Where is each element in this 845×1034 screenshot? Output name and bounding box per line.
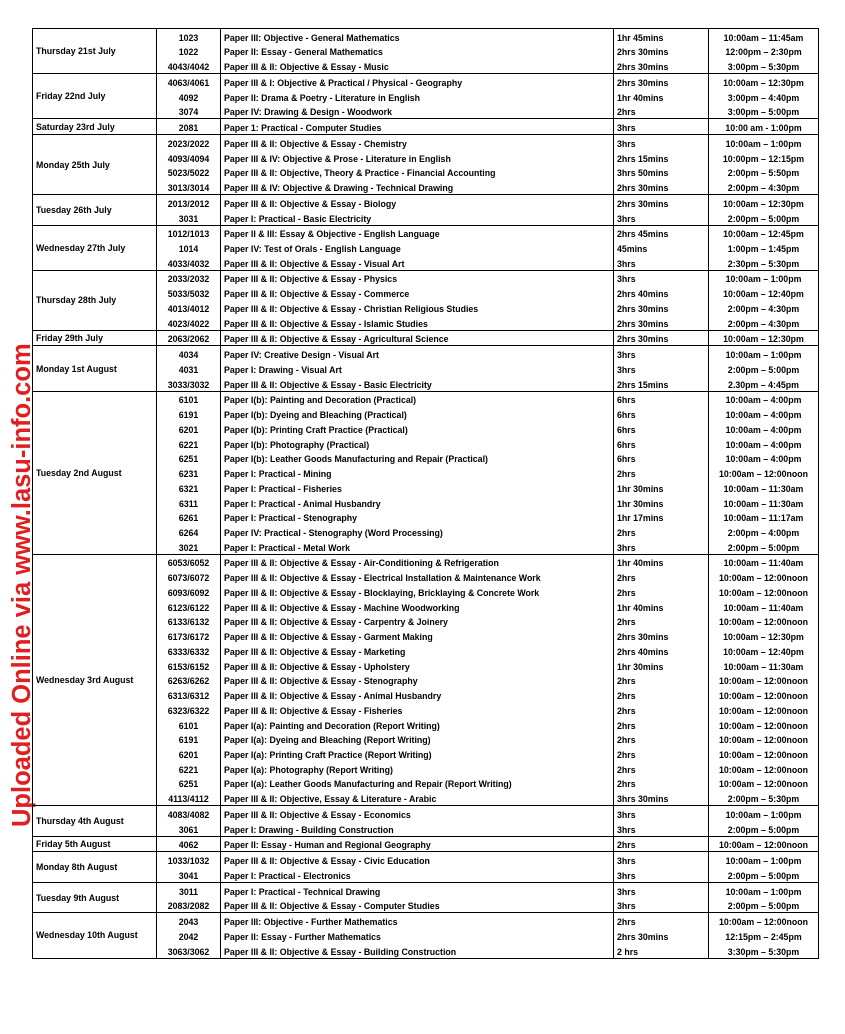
code-cell: 3033/3032 <box>157 376 221 391</box>
duration-cell: 2hrs <box>614 761 709 776</box>
paper-cell: Paper II & III: Essay & Objective - English Language <box>221 225 614 240</box>
paper-cell: Paper II: Essay - Further Mathematics <box>221 928 614 943</box>
paper-cell: Paper III & II: Objective & Essay - Stenography <box>221 673 614 688</box>
code-cell: 2081 <box>157 119 221 135</box>
code-cell: 4062 <box>157 836 221 852</box>
code-cell: 6261 <box>157 510 221 525</box>
time-cell: 10:00am – 12:30pm <box>709 330 819 346</box>
time-cell: 2:00pm – 5:00pm <box>709 898 819 913</box>
duration-cell: 3hrs <box>614 346 709 361</box>
paper-cell: Paper III & I: Objective & Practical / Physical - Geography <box>221 74 614 89</box>
duration-cell: 6hrs <box>614 421 709 436</box>
time-cell: 10:00am – 12:00noon <box>709 584 819 599</box>
day-cell: Saturday 23rd July <box>33 119 157 135</box>
paper-cell: Paper I: Practical - Stenography <box>221 510 614 525</box>
paper-cell: Paper III & II: Objective & Essay - Garment Making <box>221 628 614 643</box>
paper-cell: Paper IV: Test of Orals - English Language <box>221 240 614 255</box>
paper-cell: Paper III & II: Objective & Essay - Upholstery <box>221 658 614 673</box>
paper-cell: Paper I: Drawing - Building Construction <box>221 821 614 836</box>
paper-cell: Paper I(b): Leather Goods Manufacturing and Repair (Practical) <box>221 451 614 466</box>
time-cell: 2:00pm – 4:30pm <box>709 315 819 330</box>
code-cell: 2043 <box>157 913 221 928</box>
table-row <box>33 346 819 361</box>
time-cell: 10:00am – 11:40am <box>709 554 819 569</box>
duration-cell: 6hrs <box>614 406 709 421</box>
code-cell: 4043/4042 <box>157 58 221 73</box>
paper-cell: Paper I: Practical - Fisheries <box>221 480 614 495</box>
code-cell: 2042 <box>157 928 221 943</box>
paper-cell: Paper II: Drama & Poetry - Literature in English <box>221 89 614 104</box>
paper-cell: Paper I(b): Dyeing and Bleaching (Practical) <box>221 406 614 421</box>
time-cell: 10:00am – 12:40pm <box>709 285 819 300</box>
code-cell: 6191 <box>157 406 221 421</box>
paper-cell: Paper IV: Drawing & Design - Woodwork <box>221 104 614 119</box>
time-cell: 10:00pm – 12:15pm <box>709 150 819 165</box>
duration-cell: 2hrs <box>614 913 709 928</box>
paper-cell: Paper I: Practical - Technical Drawing <box>221 882 614 897</box>
paper-cell: Paper III & II: Objective & Essay - Commerce <box>221 285 614 300</box>
duration-cell: 1hr 30mins <box>614 495 709 510</box>
duration-cell: 2 hrs <box>614 943 709 958</box>
time-cell: 10:00am – 12:30pm <box>709 195 819 210</box>
paper-cell: Paper III & II: Objective & Essay - Marketing <box>221 643 614 658</box>
time-cell: 2:00pm – 5:50pm <box>709 165 819 180</box>
table-row <box>33 836 819 852</box>
code-cell: 5023/5022 <box>157 165 221 180</box>
duration-cell: 2hrs <box>614 687 709 702</box>
paper-cell: Paper I(b): Painting and Decoration (Practical) <box>221 391 614 406</box>
time-cell: 10:00am – 12:30pm <box>709 74 819 89</box>
time-cell: 2:00pm – 5:00pm <box>709 210 819 225</box>
paper-cell: Paper I(a): Leather Goods Manufacturing and Repair (Report Writing) <box>221 776 614 791</box>
duration-cell: 2hrs 30mins <box>614 44 709 59</box>
paper-cell: Paper III: Objective - Further Mathematics <box>221 913 614 928</box>
duration-cell: 3hrs 50mins <box>614 165 709 180</box>
time-cell: 10:00am – 11:30am <box>709 658 819 673</box>
duration-cell: 2hrs 30mins <box>614 628 709 643</box>
paper-cell: Paper III & II: Objective & Essay - Basic Electricity <box>221 376 614 391</box>
paper-cell: Paper III & IV: Objective & Prose - Literature in English <box>221 150 614 165</box>
duration-cell: 3hrs <box>614 270 709 285</box>
time-cell: 10:00am – 12:00noon <box>709 569 819 584</box>
time-cell: 10:00am – 12:00noon <box>709 746 819 761</box>
paper-cell: Paper I(b): Photography (Practical) <box>221 436 614 451</box>
paper-cell: Paper I(a): Dyeing and Bleaching (Report Writing) <box>221 732 614 747</box>
paper-cell: Paper III & II: Objective & Essay - Fisheries <box>221 702 614 717</box>
paper-cell: Paper I(a): Photography (Report Writing) <box>221 761 614 776</box>
watermark-text: Uploaded Online via www.lasu-info.com <box>8 343 36 827</box>
code-cell: 3031 <box>157 210 221 225</box>
duration-cell: 3hrs <box>614 361 709 376</box>
duration-cell: 2hrs 30mins <box>614 58 709 73</box>
paper-cell: Paper III & II: Objective & Essay - Air-Conditioning & Refrigeration <box>221 554 614 569</box>
duration-cell: 3hrs <box>614 821 709 836</box>
duration-cell: 2hrs <box>614 614 709 629</box>
code-cell: 1023 <box>157 29 221 44</box>
duration-cell: 3hrs <box>614 882 709 897</box>
day-cell: Monday 25th July <box>33 135 157 195</box>
duration-cell: 2hrs 30mins <box>614 74 709 89</box>
code-cell: 3041 <box>157 867 221 882</box>
time-cell: 10:00am – 12:30pm <box>709 628 819 643</box>
duration-cell: 1hr 40mins <box>614 89 709 104</box>
day-cell: Wednesday 10th August <box>33 913 157 958</box>
code-cell: 6251 <box>157 451 221 466</box>
time-cell: 10:00am – 11:30am <box>709 480 819 495</box>
code-cell: 1012/1013 <box>157 225 221 240</box>
time-cell: 10:00am – 12:00noon <box>709 687 819 702</box>
paper-cell: Paper III & IV: Objective & Drawing - Technical Drawing <box>221 179 614 194</box>
duration-cell: 1hr 17mins <box>614 510 709 525</box>
code-cell: 4013/4012 <box>157 300 221 315</box>
code-cell: 6201 <box>157 421 221 436</box>
code-cell: 6333/6332 <box>157 643 221 658</box>
code-cell: 6201 <box>157 746 221 761</box>
time-cell: 10:00am – 1:00pm <box>709 270 819 285</box>
time-cell: 10:00am – 12:00noon <box>709 836 819 852</box>
paper-cell: Paper III & II: Objective & Essay - Visual Art <box>221 255 614 270</box>
duration-cell: 3hrs <box>614 898 709 913</box>
paper-cell: Paper 1: Practical - Computer Studies <box>221 119 614 135</box>
time-cell: 2:00pm – 5:30pm <box>709 790 819 805</box>
time-cell: 10:00am – 1:00pm <box>709 806 819 821</box>
duration-cell: 6hrs <box>614 391 709 406</box>
code-cell: 6093/6092 <box>157 584 221 599</box>
duration-cell: 1hr 40mins <box>614 599 709 614</box>
code-cell: 2023/2022 <box>157 135 221 150</box>
duration-cell: 3hrs <box>614 119 709 135</box>
time-cell: 10:00am – 11:40am <box>709 599 819 614</box>
table-row <box>33 135 819 150</box>
time-cell: 2:00pm – 4:30pm <box>709 179 819 194</box>
day-cell: Tuesday 26th July <box>33 195 157 225</box>
time-cell: 3:30pm – 5:30pm <box>709 943 819 958</box>
code-cell: 1022 <box>157 44 221 59</box>
time-cell: 10:00am – 4:00pm <box>709 451 819 466</box>
day-cell: Monday 8th August <box>33 852 157 882</box>
time-cell: 2:00pm – 5:00pm <box>709 539 819 554</box>
duration-cell: 2hrs 30mins <box>614 315 709 330</box>
time-cell: 10:00 am - 1:00pm <box>709 119 819 135</box>
paper-cell: Paper III & II: Objective & Essay - Blocklaying, Bricklaying & Concrete Work <box>221 584 614 599</box>
paper-cell: Paper III & II: Objective & Essay - Machine Woodworking <box>221 599 614 614</box>
paper-cell: Paper III & II: Objective & Essay - Civic Education <box>221 852 614 867</box>
code-cell: 3013/3014 <box>157 179 221 194</box>
time-cell: 10:00am – 12:00noon <box>709 776 819 791</box>
code-cell: 4093/4094 <box>157 150 221 165</box>
paper-cell: Paper I: Practical - Basic Electricity <box>221 210 614 225</box>
code-cell: 4113/4112 <box>157 790 221 805</box>
time-cell: 3:00pm – 5:30pm <box>709 58 819 73</box>
time-cell: 10:00am – 4:00pm <box>709 406 819 421</box>
duration-cell: 1hr 30mins <box>614 480 709 495</box>
paper-cell: Paper III & II: Objective & Essay - Agricultural Science <box>221 330 614 346</box>
duration-cell: 3hrs <box>614 135 709 150</box>
duration-cell: 1hr 40mins <box>614 554 709 569</box>
paper-cell: Paper III & II: Objective & Essay - Physics <box>221 270 614 285</box>
time-cell: 10:00am – 12:00noon <box>709 913 819 928</box>
time-cell: 3:00pm – 5:00pm <box>709 104 819 119</box>
code-cell: 5033/5032 <box>157 285 221 300</box>
day-cell: Friday 22nd July <box>33 74 157 119</box>
paper-cell: Paper III & II: Objective & Essay - Electrical Installation & Maintenance Work <box>221 569 614 584</box>
paper-cell: Paper III & II: Objective & Essay - Music <box>221 58 614 73</box>
day-cell: Wednesday 27th July <box>33 225 157 270</box>
table-row <box>33 852 819 867</box>
paper-cell: Paper III & II: Objective & Essay - Chemistry <box>221 135 614 150</box>
paper-cell: Paper I: Practical - Metal Work <box>221 539 614 554</box>
duration-cell: 3hrs <box>614 539 709 554</box>
paper-cell: Paper III & II: Objective & Essay - Carpentry & Joinery <box>221 614 614 629</box>
duration-cell: 3hrs <box>614 255 709 270</box>
code-cell: 2063/2062 <box>157 330 221 346</box>
day-cell: Thursday 21st July <box>33 29 157 74</box>
code-cell: 6053/6052 <box>157 554 221 569</box>
code-cell: 6101 <box>157 391 221 406</box>
time-cell: 10:00am – 12:00noon <box>709 465 819 480</box>
time-cell: 2:00pm – 4:00pm <box>709 524 819 539</box>
duration-cell: 2hrs <box>614 584 709 599</box>
day-cell: Friday 5th August <box>33 836 157 852</box>
time-cell: 10:00am – 12:00noon <box>709 614 819 629</box>
duration-cell: 2hrs <box>614 776 709 791</box>
code-cell: 4031 <box>157 361 221 376</box>
code-cell: 6133/6132 <box>157 614 221 629</box>
time-cell: 10:00am – 11:30am <box>709 495 819 510</box>
duration-cell: 1hr 45mins <box>614 29 709 44</box>
time-cell: 10:00am – 11:45am <box>709 29 819 44</box>
paper-cell: Paper I(a): Painting and Decoration (Report Writing) <box>221 717 614 732</box>
duration-cell: 45mins <box>614 240 709 255</box>
code-cell: 6221 <box>157 761 221 776</box>
time-cell: 2.30pm – 4:45pm <box>709 376 819 391</box>
table-row <box>33 330 819 346</box>
table-row <box>33 195 819 210</box>
table-row <box>33 119 819 135</box>
paper-cell: Paper III & II: Objective & Essay - Computer Studies <box>221 898 614 913</box>
duration-cell: 3hrs <box>614 852 709 867</box>
code-cell: 4083/4082 <box>157 806 221 821</box>
duration-cell: 2hrs 30mins <box>614 195 709 210</box>
code-cell: 6311 <box>157 495 221 510</box>
duration-cell: 3hrs 30mins <box>614 790 709 805</box>
paper-cell: Paper III: Objective - General Mathematics <box>221 29 614 44</box>
code-cell: 6321 <box>157 480 221 495</box>
time-cell: 10:00am – 12:00noon <box>709 673 819 688</box>
paper-cell: Paper IV: Practical - Stenography (Word Processing) <box>221 524 614 539</box>
day-cell: Monday 1st August <box>33 346 157 391</box>
code-cell: 6153/6152 <box>157 658 221 673</box>
day-cell: Wednesday 3rd August <box>33 554 157 805</box>
code-cell: 4092 <box>157 89 221 104</box>
paper-cell: Paper III & II: Objective & Essay - Islamic Studies <box>221 315 614 330</box>
time-cell: 12:15pm – 2:45pm <box>709 928 819 943</box>
duration-cell: 2hrs 15mins <box>614 376 709 391</box>
table-row <box>33 882 819 897</box>
code-cell: 4034 <box>157 346 221 361</box>
table-row <box>33 806 819 821</box>
duration-cell: 2hrs <box>614 524 709 539</box>
duration-cell: 2hrs 40mins <box>614 643 709 658</box>
table-row <box>33 554 819 569</box>
paper-cell: Paper III & II: Objective & Essay - Christian Religious Studies <box>221 300 614 315</box>
table-row <box>33 74 819 89</box>
duration-cell: 2hrs <box>614 732 709 747</box>
duration-cell: 2hrs 40mins <box>614 285 709 300</box>
code-cell: 6221 <box>157 436 221 451</box>
day-cell: Tuesday 2nd August <box>33 391 157 554</box>
duration-cell: 2hrs 30mins <box>614 330 709 346</box>
time-cell: 10:00am – 1:00pm <box>709 852 819 867</box>
duration-cell: 2hrs <box>614 465 709 480</box>
paper-cell: Paper I: Drawing - Visual Art <box>221 361 614 376</box>
code-cell: 6101 <box>157 717 221 732</box>
duration-cell: 2hrs 30mins <box>614 300 709 315</box>
code-cell: 6263/6262 <box>157 673 221 688</box>
duration-cell: 3hrs <box>614 806 709 821</box>
duration-cell: 2hrs <box>614 746 709 761</box>
time-cell: 10:00am – 4:00pm <box>709 421 819 436</box>
paper-cell: Paper I: Practical - Mining <box>221 465 614 480</box>
paper-cell: Paper III & II: Objective & Essay - Animal Husbandry <box>221 687 614 702</box>
time-cell: 10:00am – 1:00pm <box>709 135 819 150</box>
paper-cell: Paper III & II: Objective, Theory & Practice - Financial Accounting <box>221 165 614 180</box>
code-cell: 1014 <box>157 240 221 255</box>
time-cell: 2:00pm – 4:30pm <box>709 300 819 315</box>
paper-cell: Paper I(a): Printing Craft Practice (Report Writing) <box>221 746 614 761</box>
duration-cell: 2hrs <box>614 569 709 584</box>
day-cell: Friday 29th July <box>33 330 157 346</box>
code-cell: 4023/4022 <box>157 315 221 330</box>
code-cell: 3021 <box>157 539 221 554</box>
code-cell: 6231 <box>157 465 221 480</box>
table-row <box>33 29 819 44</box>
time-cell: 3:00pm – 4:40pm <box>709 89 819 104</box>
timetable-body <box>33 29 819 959</box>
duration-cell: 6hrs <box>614 451 709 466</box>
duration-cell: 6hrs <box>614 436 709 451</box>
code-cell: 6191 <box>157 732 221 747</box>
paper-cell: Paper I: Practical - Electronics <box>221 867 614 882</box>
table-row <box>33 225 819 240</box>
code-cell: 2083/2082 <box>157 898 221 913</box>
table-row <box>33 270 819 285</box>
code-cell: 6173/6172 <box>157 628 221 643</box>
time-cell: 10:00am – 12:00noon <box>709 717 819 732</box>
code-cell: 3063/3062 <box>157 943 221 958</box>
day-cell: Thursday 28th July <box>33 270 157 330</box>
code-cell: 2033/2032 <box>157 270 221 285</box>
duration-cell: 2hrs <box>614 717 709 732</box>
paper-cell: Paper III & II: Objective, Essay & Literature - Arabic <box>221 790 614 805</box>
paper-cell: Paper IV: Creative Design - Visual Art <box>221 346 614 361</box>
duration-cell: 3hrs <box>614 867 709 882</box>
duration-cell: 2hrs <box>614 104 709 119</box>
duration-cell: 2hrs 45mins <box>614 225 709 240</box>
table-row <box>33 391 819 406</box>
paper-cell: Paper III & II: Objective & Essay - Biology <box>221 195 614 210</box>
time-cell: 10:00am – 12:00noon <box>709 702 819 717</box>
paper-cell: Paper III & II: Objective & Essay - Economics <box>221 806 614 821</box>
code-cell: 3011 <box>157 882 221 897</box>
duration-cell: 2hrs 30mins <box>614 179 709 194</box>
time-cell: 10:00am – 1:00pm <box>709 882 819 897</box>
time-cell: 10:00am – 4:00pm <box>709 436 819 451</box>
time-cell: 2:30pm – 5:30pm <box>709 255 819 270</box>
paper-cell: Paper I(b): Printing Craft Practice (Practical) <box>221 421 614 436</box>
time-cell: 10:00am – 12:45pm <box>709 225 819 240</box>
duration-cell: 2hrs <box>614 702 709 717</box>
duration-cell: 2hrs <box>614 836 709 852</box>
paper-cell: Paper I: Practical - Animal Husbandry <box>221 495 614 510</box>
paper-cell: Paper II: Essay - General Mathematics <box>221 44 614 59</box>
code-cell: 6073/6072 <box>157 569 221 584</box>
table-row <box>33 913 819 928</box>
code-cell: 4033/4032 <box>157 255 221 270</box>
code-cell: 6251 <box>157 776 221 791</box>
paper-cell: Paper II: Essay - Human and Regional Geography <box>221 836 614 852</box>
time-cell: 10:00am – 12:00noon <box>709 732 819 747</box>
duration-cell: 2hrs 30mins <box>614 928 709 943</box>
time-cell: 10:00am – 11:17am <box>709 510 819 525</box>
exam-timetable <box>32 28 819 959</box>
time-cell: 10:00am – 4:00pm <box>709 391 819 406</box>
code-cell: 1033/1032 <box>157 852 221 867</box>
time-cell: 1:00pm – 1:45pm <box>709 240 819 255</box>
duration-cell: 3hrs <box>614 210 709 225</box>
time-cell: 10:00am – 12:00noon <box>709 761 819 776</box>
code-cell: 6313/6312 <box>157 687 221 702</box>
code-cell: 6323/6322 <box>157 702 221 717</box>
time-cell: 10:00am – 12:40pm <box>709 643 819 658</box>
duration-cell: 2hrs 15mins <box>614 150 709 165</box>
duration-cell: 2hrs <box>614 673 709 688</box>
day-cell: Thursday 4th August <box>33 806 157 836</box>
time-cell: 10:00am – 1:00pm <box>709 346 819 361</box>
paper-cell: Paper III & II: Objective & Essay - Building Construction <box>221 943 614 958</box>
code-cell: 4063/4061 <box>157 74 221 89</box>
day-cell: Tuesday 9th August <box>33 882 157 912</box>
code-cell: 3061 <box>157 821 221 836</box>
time-cell: 2:00pm – 5:00pm <box>709 361 819 376</box>
time-cell: 2:00pm – 5:00pm <box>709 867 819 882</box>
code-cell: 6123/6122 <box>157 599 221 614</box>
duration-cell: 1hr 30mins <box>614 658 709 673</box>
code-cell: 3074 <box>157 104 221 119</box>
code-cell: 6264 <box>157 524 221 539</box>
time-cell: 12:00pm – 2:30pm <box>709 44 819 59</box>
code-cell: 2013/2012 <box>157 195 221 210</box>
time-cell: 2:00pm – 5:00pm <box>709 821 819 836</box>
